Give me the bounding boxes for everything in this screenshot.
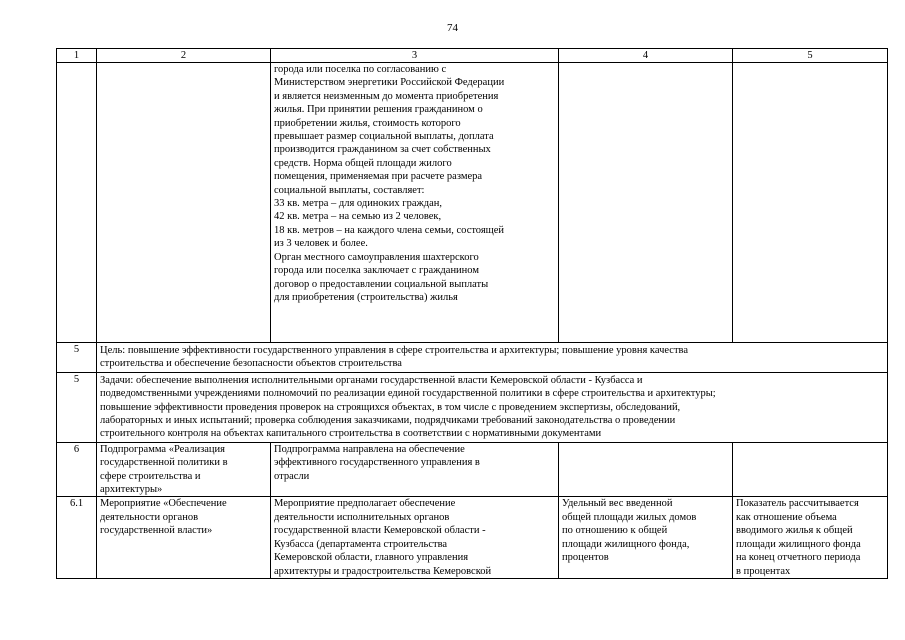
- measure-row: [57, 497, 888, 578]
- subprogram-number: 6: [57, 442, 97, 497]
- program-table: [56, 48, 888, 579]
- continuation-col-4: [559, 63, 733, 343]
- header-col-4: 4: [559, 49, 733, 63]
- subprogram-row: [57, 442, 888, 497]
- continuation-col-2: [97, 63, 271, 343]
- tasks-row: [57, 372, 888, 442]
- header-col-5: 5: [733, 49, 888, 63]
- header-col-1: 1: [57, 49, 97, 63]
- measure-name: Мероприятие «Обеспечение деятельности органов государственной власти»: [97, 497, 271, 578]
- goal-row: [57, 343, 888, 373]
- tasks-text: Задачи: обеспечение выполнения исполнительными органами государственной власти Кемеровской области - Кузбасса и подведомственными учреждениями полномочий по реализации единой государственной политики в сфере строительства и архитектуры; повышение эффективности проведения проверок на строящихся объектах, в том числе с проведением экспертизы, обследований, лабораторных и иных испытаний; проверка соблюдения заказчиками, подрядчиками требований законодательства о проведении строительного контроля на объектах капитального строительства в соответствии с нормативными документами: [97, 372, 888, 442]
- subprogram-indicator: [559, 442, 733, 497]
- continuation-col-1: [57, 63, 97, 343]
- measure-description: Мероприятие предполагает обеспечение деятельности исполнительных органов государственной власти Кемеровской области - Кузбасса (департамента строительства Кемеровской области, главного управления архитектуры и градостроительства Кемеровской: [271, 497, 559, 578]
- subprogram-method: [733, 442, 888, 497]
- goal-text: Цель: повышение эффективности государственного управления в сфере строительства и архитектуры; повышение уровня качества строительства и обеспечение безопасности объектов строительства: [97, 343, 888, 373]
- measure-method: Показатель рассчитывается как отношение объема вводимого жилья к общей площади жилищного фонда на конец отчетного периода в процентах: [733, 497, 888, 578]
- header-col-3: 3: [271, 49, 559, 63]
- goal-number: 5: [57, 343, 97, 373]
- continuation-row: [57, 63, 888, 343]
- measure-indicator: Удельный вес введенной общей площади жилых домов по отношению к общей площади жилищного фонда, процентов: [559, 497, 733, 578]
- subprogram-description: Подпрограмма направлена на обеспечение эффективного государственного управления в отрасли: [271, 442, 559, 497]
- subprogram-name: Подпрограмма «Реализация государственной политики в сфере строительства и архитектуры»: [97, 442, 271, 497]
- continuation-col-5: [733, 63, 888, 343]
- continuation-description: города или поселка по согласованию с Министерством энергетики Российской Федерации и является неизменным до момента приобретения жилья. При принятии решения гражданином о приобретении жилья, стоимость которого превышает размер социальной выплаты, доплата производится гражданином за счет собственных средств. Норма общей площади жилого помещения, применяемая при расчете размера социальной выплаты, составляет: 33 кв. метра – для одиноких граждан, 42 кв. метра – на семью из 2 человек, 18 кв. метров – на каждого члена семьи, состоящей из 3 человек и более. Орган местного самоуправления шахтерского города или поселка заключает с гражданином договор о предоставлении социальной выплаты для приобретения (строительства) жилья: [271, 63, 559, 343]
- header-col-2: 2: [97, 49, 271, 63]
- header-row: [57, 49, 888, 63]
- measure-number: 6.1: [57, 497, 97, 578]
- tasks-number: 5: [57, 372, 97, 442]
- page-number: 74: [447, 22, 458, 34]
